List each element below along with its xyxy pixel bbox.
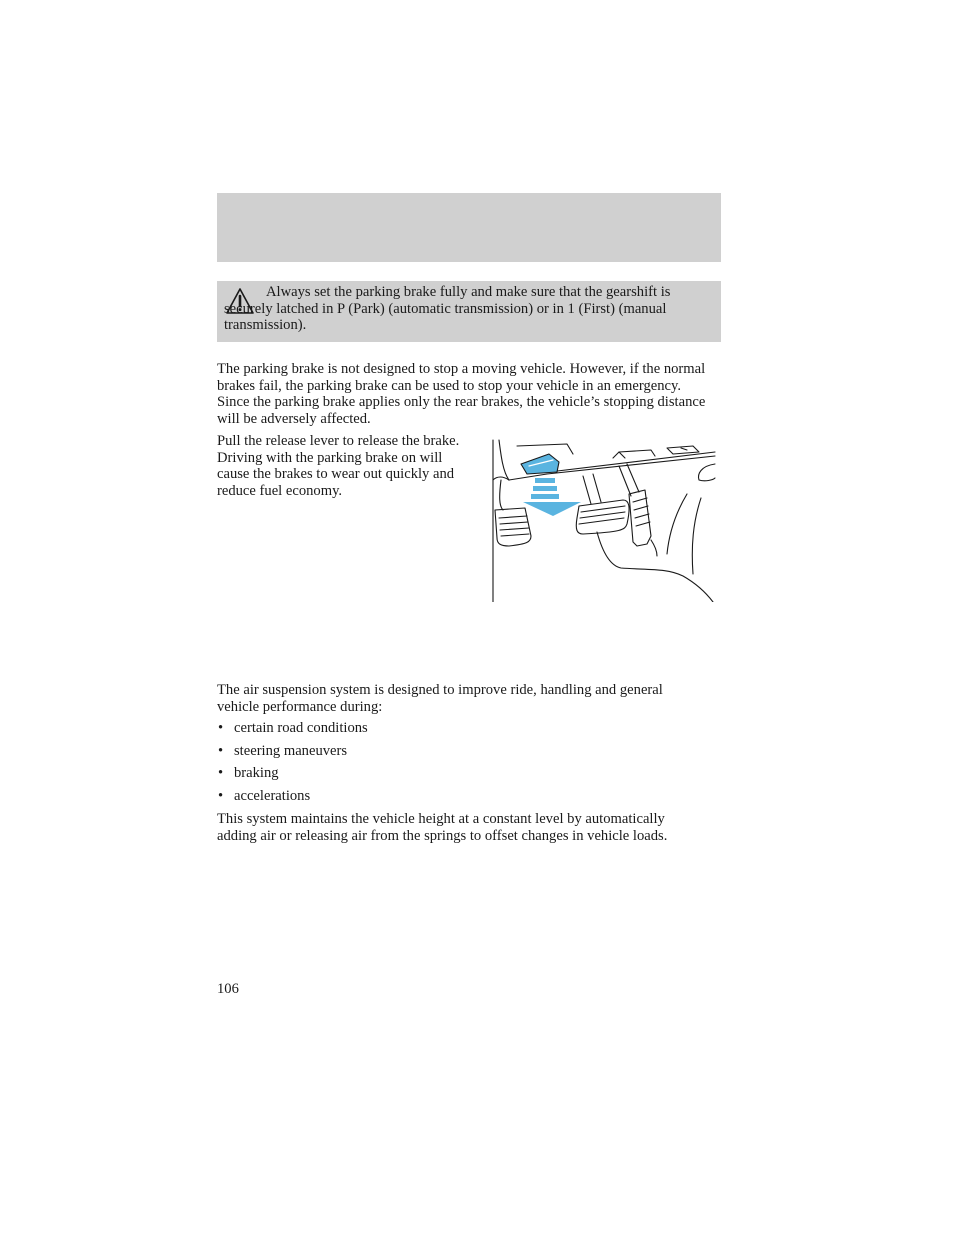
- list-item: • certain road conditions: [218, 720, 368, 736]
- pull-arrow: [523, 478, 581, 516]
- warning-text: Always set the parking brake fully and make sure that the gearshift is securely latched in P (Park) (automatic transmission) or in 1 (First) (manual transmission).: [224, 284, 671, 334]
- list-item: • braking: [218, 765, 279, 781]
- air-suspension-closing: This system maintains the vehicle height at a constant level by automatically adding air or releasing air from the springs to offset changes in vehicle loads.: [217, 811, 668, 844]
- bullet-icon: •: [218, 742, 224, 759]
- parking-brake-release-illustration: [487, 436, 719, 602]
- list-item: • accelerations: [218, 787, 311, 804]
- air-suspension-bullet-list: [217, 720, 368, 810]
- parking-brake-paragraph-1: The parking brake is not designed to stop a moving vehicle. However, if the normal brakes fail, the parking brake can be used to stop your vehicle in an emergency. Since the parking brake applies only the rear brakes, the vehicle’s stopping distance will be adversely affected.: [217, 361, 706, 427]
- bullet-icon: •: [218, 765, 224, 781]
- air-suspension-intro: The air suspension system is designed to improve ride, handling and general vehicle performance during:: [217, 682, 663, 715]
- section-header-band: [217, 193, 721, 262]
- release-lever: [521, 454, 559, 474]
- warning-box: [217, 281, 721, 342]
- page-number: 106: [217, 981, 239, 997]
- parking-brake-paragraph-2: Pull the release lever to release the brake. Driving with the parking brake on will cause the brakes to wear out quickly and reduce fuel economy.: [217, 433, 460, 499]
- list-item: • steering maneuvers: [218, 742, 348, 759]
- bullet-icon: •: [218, 787, 224, 804]
- bullet-icon: •: [218, 720, 224, 736]
